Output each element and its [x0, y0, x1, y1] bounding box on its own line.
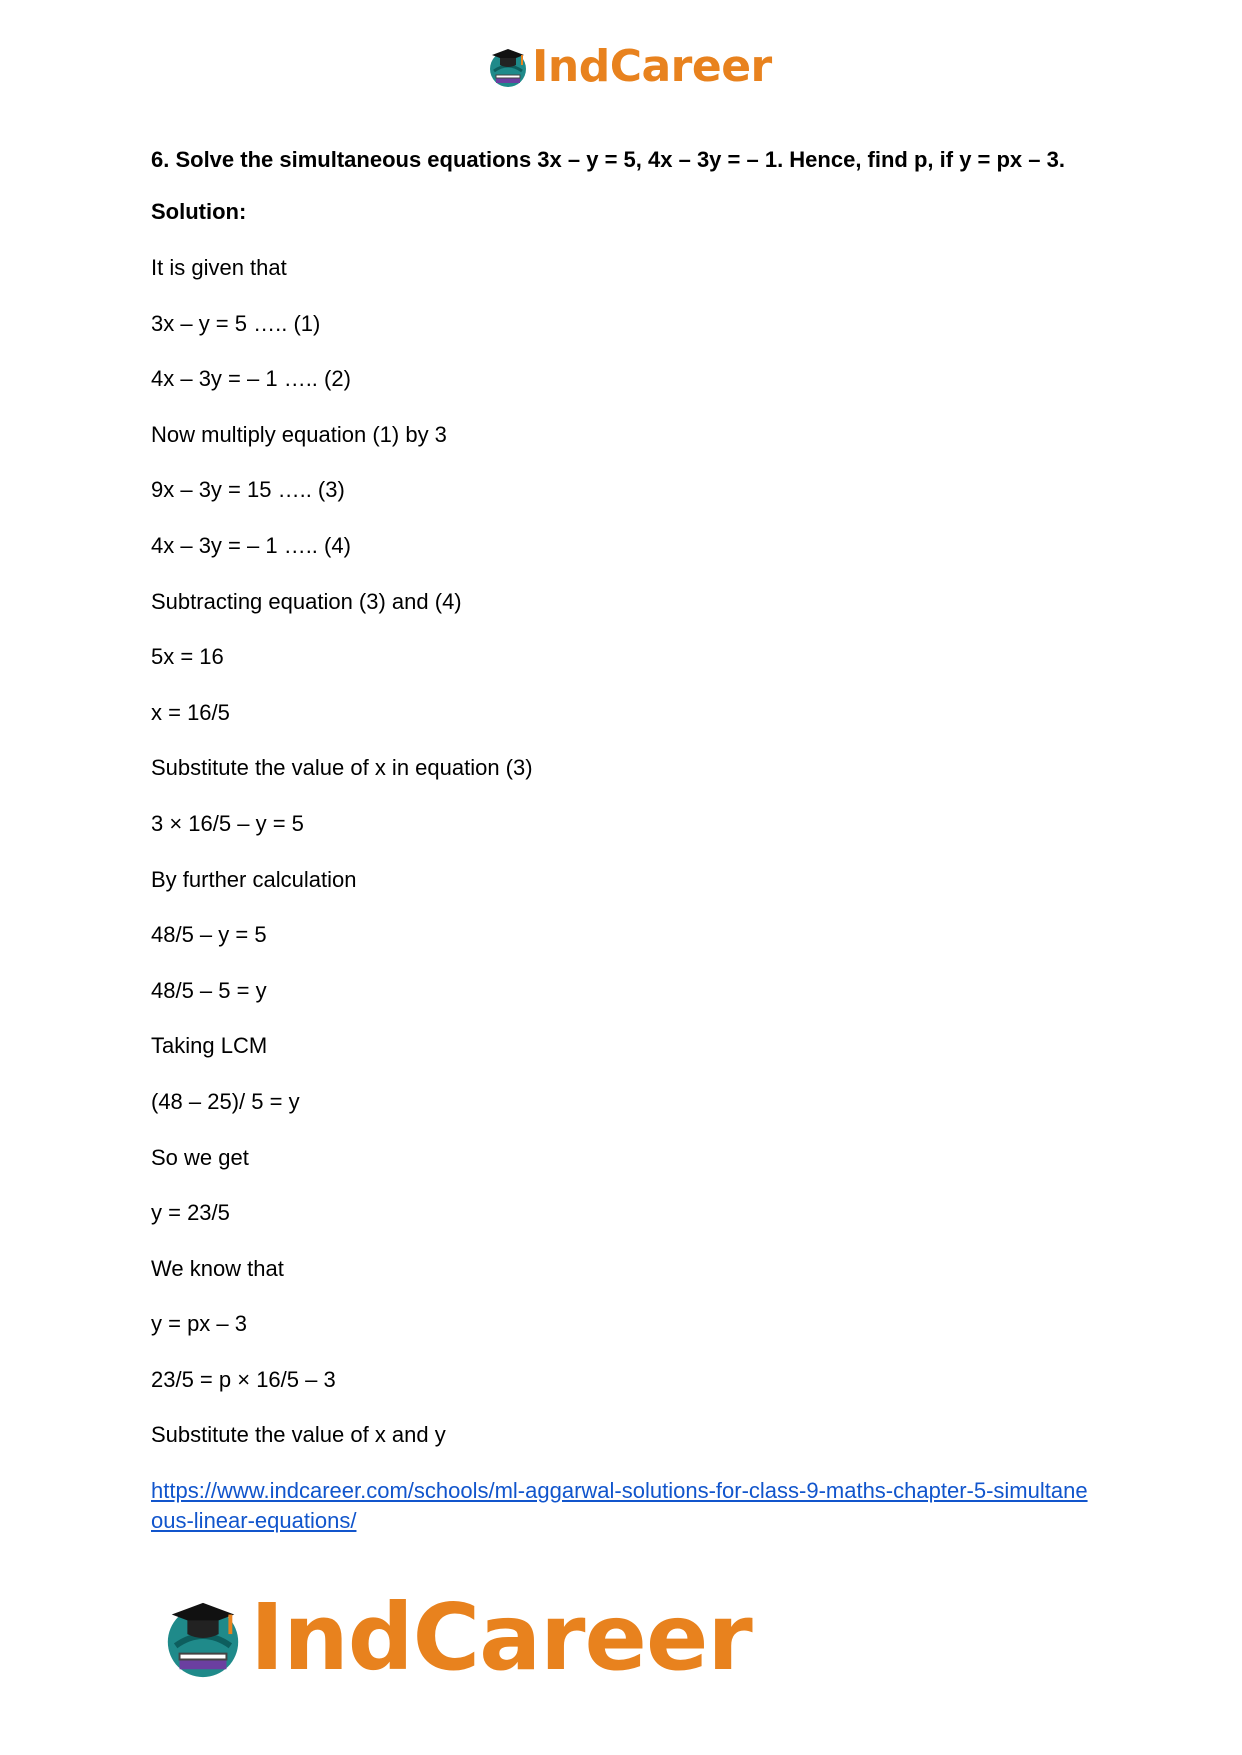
solution-line: 5x = 16 — [151, 644, 224, 670]
document-body — [151, 145, 1091, 1536]
solution-line: Now multiply equation (1) by 3 — [151, 421, 447, 447]
footer-logo — [160, 1584, 752, 1691]
solution-line: 3x – y = 5 ….. (1) — [151, 310, 321, 336]
solution-line: 23/5 = p × 16/5 – 3 — [151, 1366, 336, 1392]
solution-line: y = px – 3 — [151, 1311, 248, 1337]
solution-line: Taking LCM — [151, 1033, 268, 1059]
solution-line: (48 – 25)/ 5 = y — [151, 1088, 300, 1114]
solution-line: Substitute the value of x in equation (3) — [151, 755, 533, 781]
globe-graduation-cap-icon — [160, 1595, 246, 1681]
solution-line: It is given that — [151, 255, 287, 280]
source-url-link[interactable]: https://www.indcareer.com/schools/ml-aggarwal-solutions-for-class-9-maths-chapter-5-simultaneous-linear-equations/ — [151, 1478, 1088, 1534]
brand-name: IndCareer — [250, 1584, 752, 1691]
solution-line: 4x – 3y = – 1 ….. (2) — [151, 366, 351, 392]
solution-line: So we get — [151, 1144, 249, 1170]
solution-line: y = 23/5 — [151, 1200, 230, 1226]
solution-line: Substitute the value of x and y — [151, 1422, 446, 1448]
header-logo — [486, 42, 772, 92]
solution-line: Subtracting equation (3) and (4) — [151, 588, 462, 614]
solution-line: 9x – 3y = 15 ….. (3) — [151, 477, 345, 503]
solution-line: By further calculation — [151, 866, 357, 892]
globe-graduation-cap-icon — [486, 45, 530, 89]
solution-line: 4x – 3y = – 1 ….. (4) — [151, 532, 351, 558]
solution-line: We know that — [151, 1255, 284, 1281]
solution-line: 3 × 16/5 – y = 5 — [151, 810, 304, 836]
solution-line: 48/5 – y = 5 — [151, 922, 267, 948]
question-text: 6. Solve the simultaneous equations 3x – y = 5, 4x – 3y = – 1. Hence, find p, if y = px – 3. — [151, 147, 1065, 172]
solution-line: x = 16/5 — [151, 699, 230, 725]
solution-line: 48/5 – 5 = y — [151, 977, 267, 1003]
solution-label: Solution: — [151, 199, 247, 224]
brand-name: IndCareer — [532, 41, 772, 92]
